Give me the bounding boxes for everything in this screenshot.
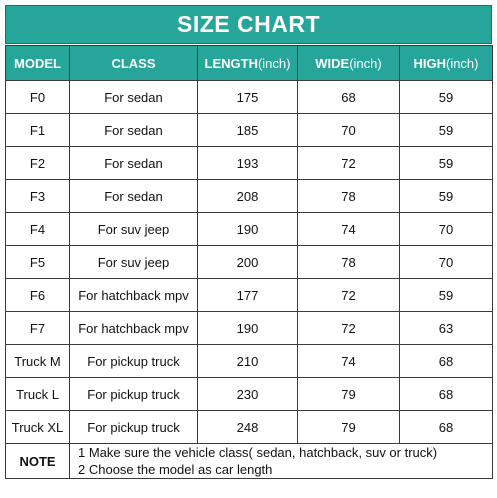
size-table: [5, 45, 493, 479]
cell-high: 59: [400, 147, 493, 180]
cell-class: For sedan: [70, 147, 198, 180]
cell-high: 63: [400, 312, 493, 345]
header-class: [70, 46, 198, 81]
cell-wide: 74: [298, 213, 400, 246]
cell-high: 68: [400, 411, 493, 444]
table-row: [6, 147, 493, 180]
cell-high: 59: [400, 81, 493, 114]
cell-class: For pickup truck: [70, 345, 198, 378]
table-row: [6, 279, 493, 312]
cell-length: 190: [198, 312, 298, 345]
header-row: [6, 46, 493, 81]
cell-wide: 72: [298, 312, 400, 345]
size-chart: [5, 5, 492, 493]
cell-model: F7: [6, 312, 70, 345]
cell-model: F3: [6, 180, 70, 213]
cell-class: For sedan: [70, 114, 198, 147]
cell-length: 175: [198, 81, 298, 114]
header-label: MODEL: [14, 55, 61, 71]
cell-model: F0: [6, 81, 70, 114]
note-label: NOTE: [6, 444, 70, 479]
table-row: [6, 312, 493, 345]
header-unit: (inch): [349, 55, 382, 71]
cell-high: 59: [400, 279, 493, 312]
cell-model: Truck XL: [6, 411, 70, 444]
cell-high: 59: [400, 180, 493, 213]
table-row: [6, 81, 493, 114]
header-wide: [298, 46, 400, 81]
cell-class: For suv jeep: [70, 246, 198, 279]
cell-high: 59: [400, 114, 493, 147]
header-label: LENGTH: [204, 55, 258, 71]
cell-high: 68: [400, 378, 493, 411]
cell-length: 177: [198, 279, 298, 312]
note-line: 1 Make sure the vehicle class( sedan, hatchback, suv or truck): [78, 445, 438, 460]
table-row: [6, 180, 493, 213]
table-row: [6, 114, 493, 147]
cell-model: F4: [6, 213, 70, 246]
cell-high: 70: [400, 246, 493, 279]
cell-wide: 72: [298, 279, 400, 312]
cell-class: For sedan: [70, 180, 198, 213]
cell-model: Truck M: [6, 345, 70, 378]
table-row: [6, 378, 493, 411]
cell-wide: 78: [298, 180, 400, 213]
note-row: [6, 444, 493, 479]
cell-wide: 68: [298, 81, 400, 114]
header-high: [400, 46, 493, 81]
cell-high: 68: [400, 345, 493, 378]
chart-title: SIZE CHART: [5, 5, 492, 44]
header-label: WIDE: [315, 55, 350, 71]
cell-model: F5: [6, 246, 70, 279]
cell-model: F6: [6, 279, 70, 312]
cell-model: F2: [6, 147, 70, 180]
note-text: [70, 444, 493, 479]
table-row: [6, 345, 493, 378]
cell-length: 190: [198, 213, 298, 246]
cell-wide: 72: [298, 147, 400, 180]
cell-wide: 78: [298, 246, 400, 279]
cell-length: 208: [198, 180, 298, 213]
table-row: [6, 213, 493, 246]
cell-class: For pickup truck: [70, 378, 198, 411]
cell-length: 185: [198, 114, 298, 147]
cell-high: 70: [400, 213, 493, 246]
header-model: [6, 46, 70, 81]
cell-length: 230: [198, 378, 298, 411]
cell-model: F1: [6, 114, 70, 147]
cell-class: For hatchback mpv: [70, 279, 198, 312]
cell-class: For sedan: [70, 81, 198, 114]
table-row: [6, 246, 493, 279]
cell-model: Truck L: [6, 378, 70, 411]
note-line: 2 Choose the model as car length: [78, 462, 273, 477]
cell-class: For suv jeep: [70, 213, 198, 246]
header-label: HIGH: [413, 55, 446, 71]
cell-wide: 79: [298, 411, 400, 444]
header-label: CLASS: [111, 55, 156, 71]
cell-length: 210: [198, 345, 298, 378]
cell-length: 200: [198, 246, 298, 279]
cell-wide: 74: [298, 345, 400, 378]
cell-wide: 79: [298, 378, 400, 411]
cell-wide: 70: [298, 114, 400, 147]
header-unit: (inch): [257, 55, 291, 71]
cell-class: For hatchback mpv: [70, 312, 198, 345]
header-length: [198, 46, 298, 81]
cell-class: For pickup truck: [70, 411, 198, 444]
table-row: [6, 411, 493, 444]
cell-length: 248: [198, 411, 298, 444]
header-unit: (inch): [445, 55, 479, 71]
cell-length: 193: [198, 147, 298, 180]
